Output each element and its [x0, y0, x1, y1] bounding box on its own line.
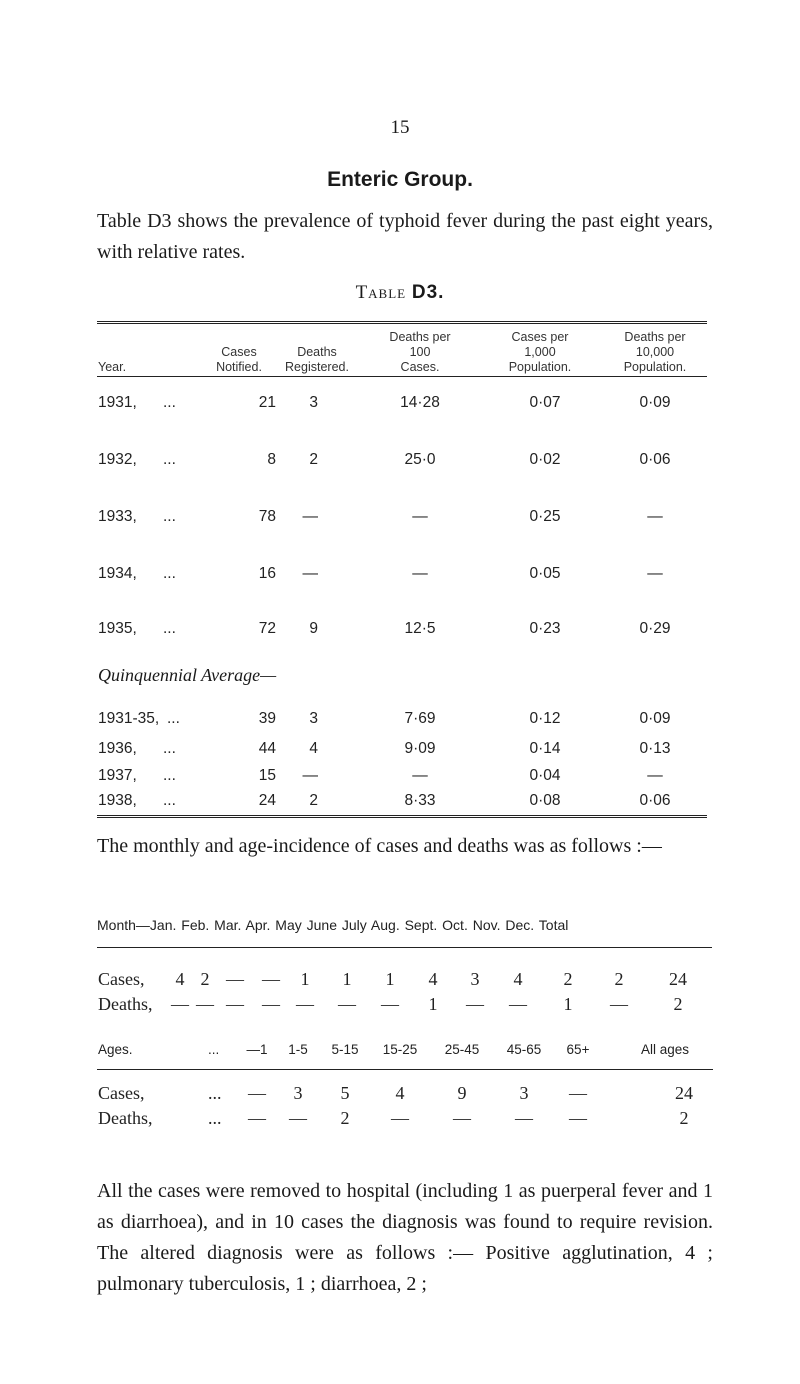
col-head-cases-per-1000: Cases per 1,000 Population.	[508, 330, 572, 374]
cell-deaths: —	[302, 565, 318, 582]
monthly-deaths-nov: 1	[563, 994, 573, 1014]
section-title: Enteric Group.	[327, 168, 473, 191]
monthly-cases-may: 1	[300, 969, 310, 989]
cell-dots: ...	[163, 767, 176, 784]
cell-cases: 72	[258, 620, 276, 637]
cell-dots: ...	[163, 792, 176, 809]
monthly-cases-dec: 2	[614, 969, 624, 989]
cell-deaths: 4	[309, 740, 318, 757]
monthly-deaths-label: Deaths,	[98, 994, 153, 1014]
col-head-deaths-registered: Deaths Registered.	[285, 345, 349, 374]
cell-year: 1938,	[98, 792, 137, 809]
col-head-deaths-per-10000: Deaths per 10,000 Population.	[623, 330, 687, 374]
cell-deaths-per-100: 25·0	[404, 451, 436, 468]
age-cases-row	[0, 1083, 800, 1107]
cell-deaths: —	[302, 767, 318, 784]
monthly-deaths-july: —	[381, 994, 399, 1014]
age-cases-dots: ...	[208, 1083, 222, 1103]
cell-deaths-per-100: —	[412, 508, 428, 525]
table-top-rule	[97, 321, 707, 324]
table-row	[0, 451, 800, 475]
cell-cases: 44	[258, 740, 276, 757]
table-row	[0, 740, 800, 764]
age-head-65-plus: 65+	[566, 1042, 590, 1057]
cell-deaths-per-10000: 0·09	[639, 394, 671, 411]
cell-cases-per-1000: 0·04	[529, 767, 561, 784]
age-deaths-dots: ...	[208, 1108, 222, 1128]
monthly-cases-jan: 4	[175, 969, 185, 989]
cell-year: 1931,	[98, 394, 137, 411]
monthly-cases-aug: 4	[428, 969, 438, 989]
age-head-under-1: —1	[246, 1042, 268, 1057]
cell-year: 1934,	[98, 565, 137, 582]
table-title	[0, 282, 800, 304]
cell-cases-per-1000: 0·07	[529, 394, 561, 411]
age-head-25-45: 25-45	[444, 1042, 480, 1057]
age-cases-65-plus: —	[569, 1083, 587, 1103]
age-deaths-under-1: —	[248, 1108, 266, 1128]
age-head-15-25: 15-25	[382, 1042, 418, 1057]
cell-deaths-per-100: 8·33	[404, 792, 436, 809]
age-deaths-45-65: —	[515, 1108, 533, 1128]
table-title-prefix: Table	[355, 282, 407, 303]
cell-cases: 78	[258, 508, 276, 525]
cell-deaths-per-10000: 0·29	[639, 620, 671, 637]
cell-cases-per-1000: 0·08	[529, 792, 561, 809]
cell-deaths-per-100: 14·28	[400, 394, 440, 411]
cell-deaths: 9	[309, 620, 318, 637]
monthly-cases-nov: 2	[563, 969, 573, 989]
ages-label: Ages.	[98, 1042, 133, 1057]
monthly-deaths-row	[0, 994, 800, 1018]
age-cases-under-1: —	[248, 1083, 266, 1103]
cell-cases-per-1000: 0·14	[529, 740, 561, 757]
table-row	[0, 792, 800, 816]
cell-deaths-per-10000: 0·06	[639, 451, 671, 468]
age-deaths-label: Deaths,	[98, 1108, 153, 1128]
page-number: 15	[390, 117, 410, 138]
age-cases-15-25: 4	[395, 1083, 405, 1103]
cell-dots: ...	[163, 565, 176, 582]
monthly-cases-oct: 4	[513, 969, 523, 989]
monthly-cases-row	[0, 969, 800, 993]
cell-dots: ...	[163, 394, 176, 411]
cell-year: 1931-35,	[98, 710, 160, 727]
monthly-deaths-sept: —	[466, 994, 484, 1014]
ages-header-rule	[97, 1069, 713, 1070]
age-cases-5-15: 5	[340, 1083, 350, 1103]
cell-cases: 21	[258, 394, 276, 411]
monthly-deaths-dec: —	[610, 994, 628, 1014]
age-cases-45-65: 3	[519, 1083, 529, 1103]
table-row	[0, 394, 800, 418]
col-head-year: Year.	[98, 360, 127, 374]
cell-year: 1937,	[98, 767, 137, 784]
table-row	[0, 565, 800, 589]
table-row	[0, 710, 800, 734]
table-title-id: D3.	[411, 282, 445, 303]
cell-year: 1933,	[98, 508, 137, 525]
monthly-cases-mar: —	[226, 969, 244, 989]
table-row	[0, 767, 800, 791]
age-deaths-row	[0, 1108, 800, 1132]
age-cases-all-ages: 24	[675, 1083, 693, 1103]
col-head-deaths-per-100: Deaths per 100 Cases.	[389, 330, 451, 374]
cell-deaths-per-10000: —	[647, 767, 663, 784]
ages-dots: ...	[208, 1042, 220, 1057]
cell-deaths: 2	[309, 451, 318, 468]
intro-paragraph: Table D3 shows the prevalence of typhoid fever during the past eight years, with relative rates.	[97, 210, 713, 263]
cell-deaths-per-10000: 0·13	[639, 740, 671, 757]
cell-deaths-per-100: —	[412, 767, 428, 784]
age-deaths-25-45: —	[453, 1108, 471, 1128]
cell-deaths: 2	[309, 792, 318, 809]
monthly-cases-july: 1	[385, 969, 395, 989]
age-cases-25-45: 9	[457, 1083, 467, 1103]
cell-cases-per-1000: 0·25	[529, 508, 561, 525]
cell-deaths-per-100: 12·5	[404, 620, 436, 637]
cell-dots: ...	[163, 451, 176, 468]
age-cases-1-5: 3	[293, 1083, 303, 1103]
cell-cases-per-1000: 0·05	[529, 565, 561, 582]
cell-deaths-per-100: 7·69	[404, 710, 436, 727]
age-head-all-ages: All ages	[640, 1042, 690, 1057]
cell-deaths-per-10000: 0·09	[639, 710, 671, 727]
age-deaths-1-5: —	[289, 1108, 307, 1128]
monthly-cases-feb: 2	[200, 969, 210, 989]
monthly-deaths-apr: —	[262, 994, 280, 1014]
monthly-deaths-oct: —	[509, 994, 527, 1014]
monthly-cases-june: 1	[342, 969, 352, 989]
age-head-5-15: 5-15	[331, 1042, 359, 1057]
monthly-deaths-feb: —	[196, 994, 214, 1014]
cell-deaths-per-10000: 0·06	[639, 792, 671, 809]
closing-paragraph: All the cases were removed to hospital (including 1 as puerperal fever and 1 as diarrhoea), and in 10 cases the diagnosis was found to require revision. The altered diagnosis were as follows :— Positive agglutination, 4 ; pulmonary tuberculosis, 1 ; diarrhoea, 2 ;	[97, 1180, 713, 1295]
cell-deaths: —	[302, 508, 318, 525]
age-cases-label: Cases,	[98, 1083, 145, 1103]
age-deaths-5-15: 2	[340, 1108, 350, 1128]
ages-header	[0, 1042, 800, 1062]
month-header: Month—Jan. Feb. Mar. Apr. May June July Aug. Sept. Oct. Nov. Dec. Total	[97, 917, 569, 933]
cell-year: 1932,	[98, 451, 137, 468]
cell-deaths-per-10000: —	[647, 565, 663, 582]
cell-deaths-per-10000: —	[647, 508, 663, 525]
cell-dots: ...	[163, 508, 176, 525]
monthly-intro-paragraph: The monthly and age-incidence of cases and deaths was as follows :—	[97, 835, 662, 857]
monthly-deaths-may: —	[296, 994, 314, 1014]
age-deaths-all-ages: 2	[679, 1108, 689, 1128]
age-head-45-65: 45-65	[506, 1042, 542, 1057]
monthly-cases-apr: —	[262, 969, 280, 989]
monthly-deaths-aug: 1	[428, 994, 438, 1014]
cell-cases: 39	[258, 710, 276, 727]
quinquennial-label: Quinquennial Average—	[98, 665, 277, 685]
cell-cases: 16	[258, 565, 276, 582]
cell-cases-per-1000: 0·23	[529, 620, 561, 637]
monthly-cases-sept: 3	[470, 969, 480, 989]
month-header-rule	[97, 947, 712, 948]
monthly-deaths-jan: —	[171, 994, 189, 1014]
cell-deaths-per-100: —	[412, 565, 428, 582]
cell-cases: 8	[267, 451, 276, 468]
age-deaths-15-25: —	[391, 1108, 409, 1128]
monthly-deaths-total: 2	[673, 994, 683, 1014]
table-header-rule	[97, 376, 707, 377]
monthly-cases-total: 24	[669, 969, 687, 989]
cell-year: 1935,	[98, 620, 137, 637]
cell-dots: ...	[163, 620, 176, 637]
cell-dots: ...	[167, 710, 180, 727]
cell-cases-per-1000: 0·02	[529, 451, 561, 468]
monthly-deaths-mar: —	[226, 994, 244, 1014]
monthly-cases-label: Cases,	[98, 969, 145, 989]
cell-cases-per-1000: 0·12	[529, 710, 561, 727]
cell-deaths: 3	[309, 394, 318, 411]
cell-year: 1936,	[98, 740, 137, 757]
cell-deaths: 3	[309, 710, 318, 727]
monthly-deaths-june: —	[338, 994, 356, 1014]
cell-cases: 24	[258, 792, 276, 809]
cell-cases: 15	[258, 767, 276, 784]
age-deaths-65-plus: —	[569, 1108, 587, 1128]
age-head-1-5: 1-5	[288, 1042, 308, 1057]
table-row	[0, 508, 800, 532]
table-row	[0, 620, 800, 644]
cell-dots: ...	[163, 740, 176, 757]
col-head-cases-notified: Cases Notified.	[216, 345, 262, 374]
cell-deaths-per-100: 9·09	[404, 740, 436, 757]
